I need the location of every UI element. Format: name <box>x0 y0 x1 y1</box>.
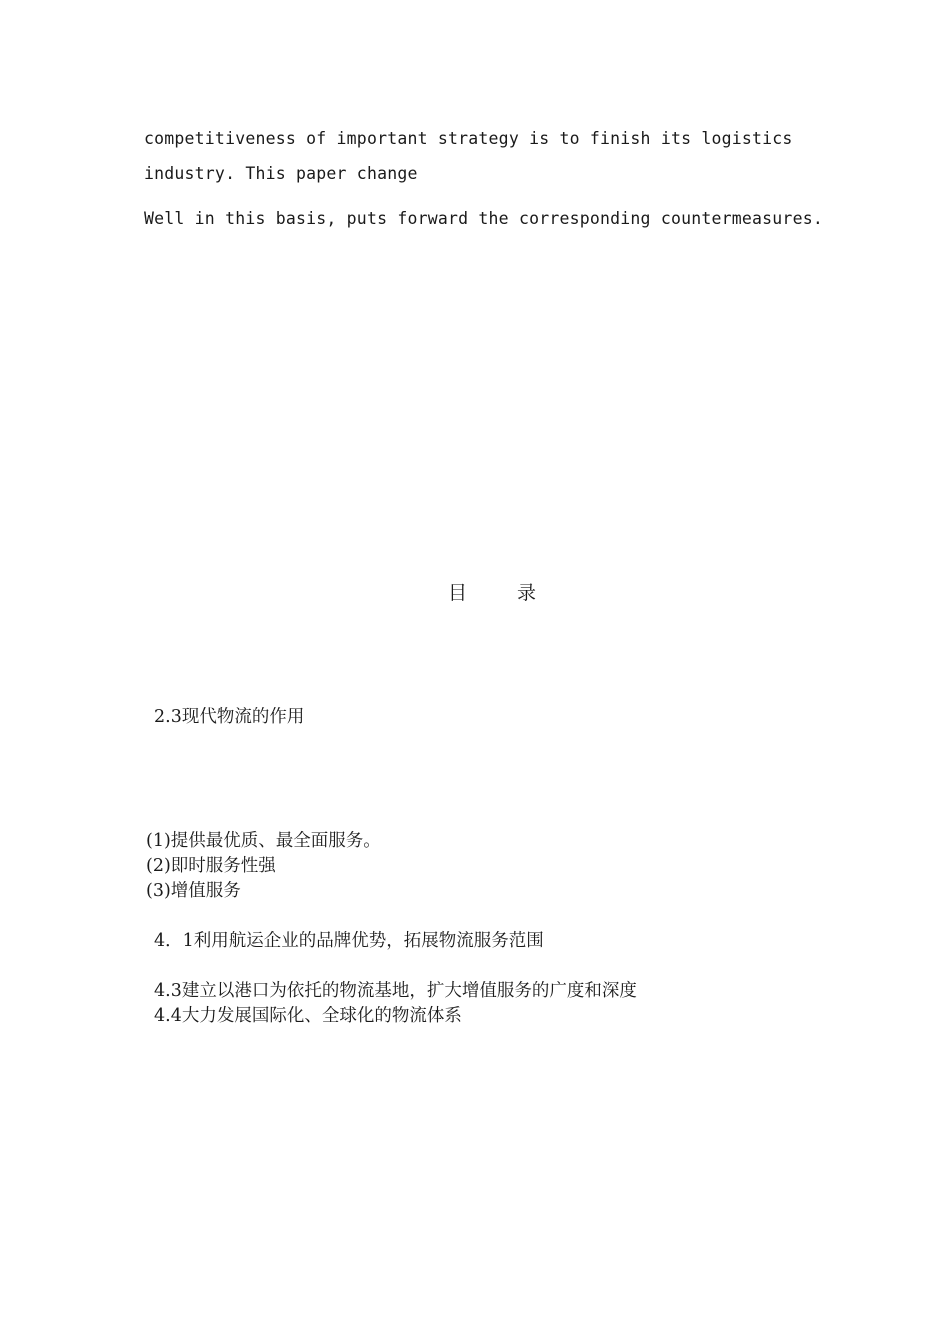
toc-item-2-3: 2.3现代物流的作用 <box>154 707 305 727</box>
toc-item-4-1: 4．1利用航运企业的品牌优势，拓展物流服务范围 <box>154 931 544 951</box>
abstract-line-1: competitiveness of important strategy is to finish its logistics <box>144 129 793 148</box>
toc-item-4-3: 4.3建立以港口为依托的物流基地，扩大增值服务的广度和深度 <box>154 981 637 1001</box>
abstract-line-3: Well in this basis, puts forward the corresponding countermeasures. <box>144 209 823 228</box>
toc-item-point-2: (2)即时服务性强 <box>146 856 276 876</box>
toc-item-point-3: (3)增值服务 <box>146 881 241 901</box>
toc-item-4-4: 4.4大力发展国际化、全球化的物流体系 <box>154 1006 462 1026</box>
toc-item-point-1: (1)提供最优质、最全面服务。 <box>146 831 381 851</box>
toc-title: 目 录 <box>448 582 559 604</box>
abstract-line-2: industry. This paper change <box>144 164 418 183</box>
